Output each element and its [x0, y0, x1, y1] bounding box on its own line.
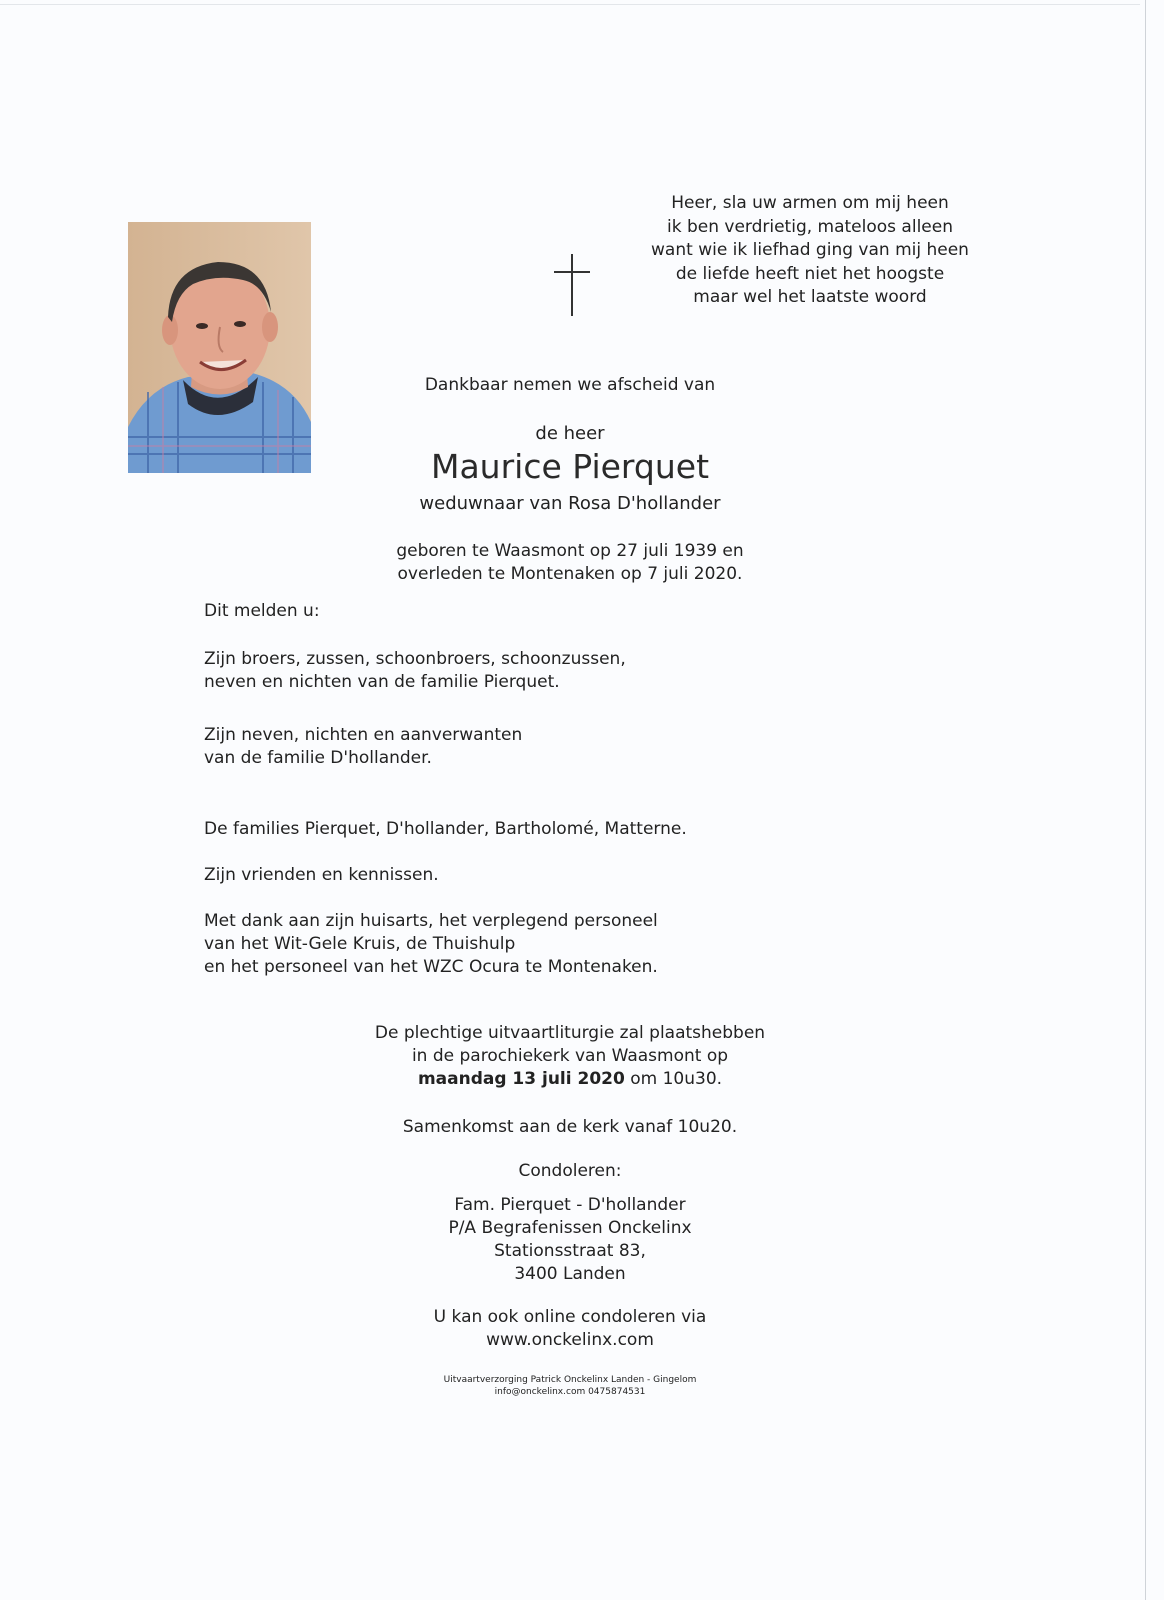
widower-line: weduwnaar van Rosa D'hollander [419, 493, 721, 514]
birth-line: geboren te Waasmont op 27 juli 1939 en [396, 541, 744, 561]
thanks-line: en het personeel van het WZC Ocura te Montenaken. [204, 957, 658, 977]
gathering-line: Samenkomst aan de kerk vanaf 10u20. [402, 1117, 738, 1137]
announce-text: Dit melden u: [204, 601, 320, 621]
death-line: overleden te Montenaken op 7 juli 2020. [397, 564, 743, 584]
service-time: om 10u30. [624, 1069, 723, 1089]
thanks-line: van het Wit-Gele Kruis, de Thuishulp [204, 934, 516, 954]
condolence-address [300, 1194, 840, 1286]
honorific: de heer [535, 423, 605, 444]
website-link[interactable]: www.onckelinx.com [486, 1330, 654, 1350]
family-dhollander [204, 724, 522, 770]
poem-line: de liefde heeft niet het hoogste [675, 263, 945, 284]
service-block [300, 1022, 840, 1091]
portrait-photo [128, 222, 311, 473]
deceased-name: Maurice Pierquet [430, 447, 710, 486]
family-line: Zijn neven, nichten en aanverwanten [204, 725, 523, 745]
service-datetime [300, 1068, 840, 1091]
online-condolences [300, 1306, 840, 1352]
poem [600, 192, 1020, 310]
condolences-label: Condoleren: [518, 1161, 622, 1181]
address-line: 3400 Landen [514, 1264, 626, 1284]
family-line: Zijn broers, zussen, schoonbroers, schoonzussen, [204, 649, 626, 669]
address-line: Fam. Pierquet - D'hollander [454, 1195, 686, 1215]
family-pierquet [204, 648, 626, 694]
address-line: Stationsstraat 83, [494, 1241, 646, 1261]
scan-edge-right [1145, 0, 1146, 1600]
cross-icon [552, 254, 592, 316]
family-line: van de familie D'hollander. [204, 748, 432, 768]
poem-line: Heer, sla uw armen om mij heen [671, 193, 949, 213]
scan-edge-top [0, 4, 1140, 5]
poem-line: want wie ik liefhad ging van mij heen [651, 240, 969, 260]
poem-line: maar wel het laatste woord [693, 287, 927, 307]
footer-contact: info@onckelinx.com 0475874531 [494, 1387, 646, 1397]
footer [330, 1374, 810, 1398]
service-line: in de parochiekerk van Waasmont op [411, 1046, 729, 1066]
thanks-block [204, 910, 658, 979]
online-line: U kan ook online condoleren via [433, 1307, 707, 1327]
families-line: De families Pierquet, D'hollander, Bartholomé, Matterne. [204, 819, 687, 839]
address-line: P/A Begrafenissen Onckelinx [448, 1218, 692, 1238]
service-line: De plechtige uitvaartliturgie zal plaatshebben [374, 1023, 766, 1043]
service-date: maandag 13 juli 2020 [417, 1069, 625, 1089]
thanks-line: Met dank aan zijn huisarts, het verplegend personeel [204, 911, 658, 931]
intro-text: Dankbaar nemen we afscheid van [424, 375, 716, 395]
footer-company: Uitvaartverzorging Patrick Onckelinx Landen - Gingelom [443, 1375, 697, 1385]
birth-death-dates [300, 540, 840, 586]
family-line: neven en nichten van de familie Pierquet. [204, 672, 560, 692]
poem-line: ik ben verdrietig, mateloos alleen [666, 216, 953, 237]
friends-line: Zijn vrienden en kennissen. [204, 865, 439, 885]
